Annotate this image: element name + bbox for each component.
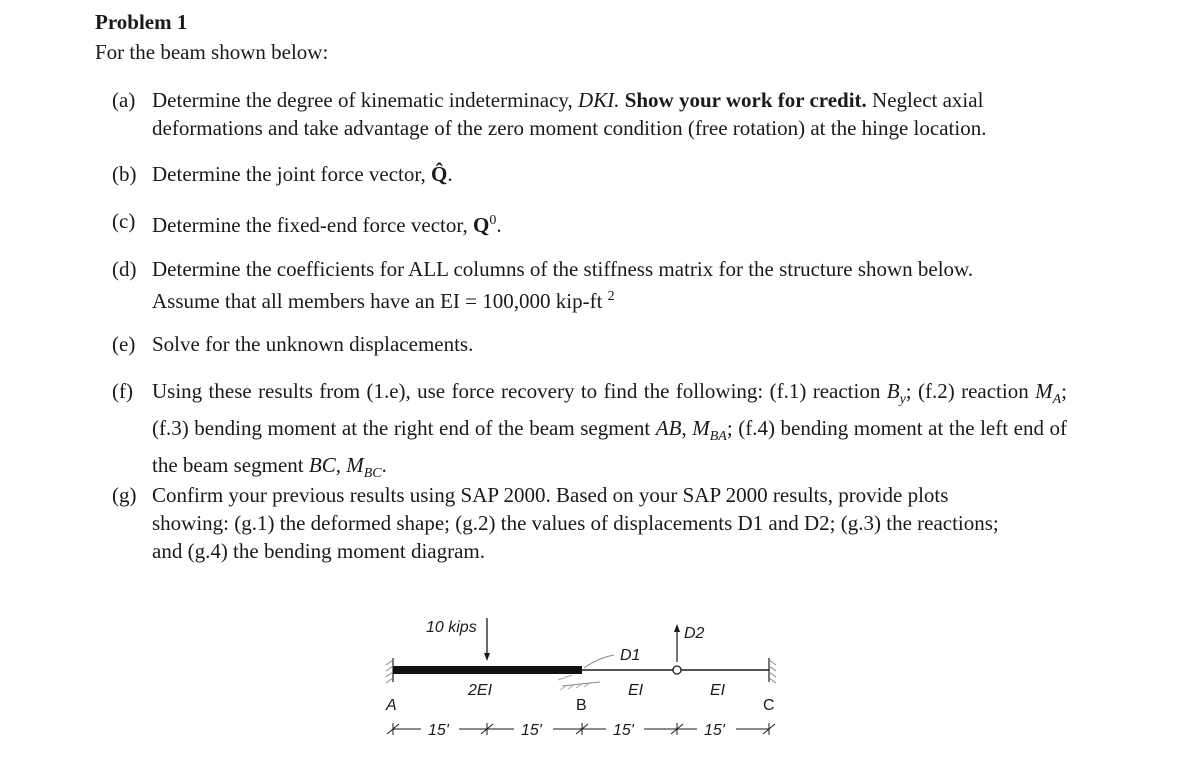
ei-bc-label: EI — [628, 682, 644, 699]
part-b-label: (b) — [112, 162, 137, 186]
part-f-t4: , — [681, 416, 687, 441]
part-d-label: (d) — [112, 257, 137, 281]
part-f-label: (f) — [112, 379, 133, 403]
span-label-1: 15' — [428, 722, 449, 739]
part-a-dki: DKI. — [578, 88, 620, 112]
part-d-line2: Assume that all members have an EI = 100,000 kip-ft — [152, 289, 603, 313]
part-c-symbol: Q — [473, 213, 490, 237]
ei-cd-label: EI — [710, 682, 726, 699]
part-c-label: (c) — [112, 209, 136, 233]
d2-arrow-icon — [674, 624, 680, 662]
part-f-ma: M — [1035, 379, 1053, 403]
part-e-text: Solve for the unknown displacements. — [152, 332, 474, 356]
part-d-line1: Determine the coefficients for ALL columns of the stiffness matrix for the structure shown below. — [152, 257, 974, 281]
part-f-t7: . — [381, 453, 387, 478]
d1-rotation-arc-icon — [584, 655, 614, 668]
part-d-sup: 2 — [607, 289, 615, 304]
span-label-4: 15' — [704, 722, 725, 739]
part-c-sup: 0 — [489, 213, 497, 228]
part-g-line3: and (g.4) the bending moment diagram. — [152, 539, 485, 563]
part-b-symbol: Q̂ — [431, 162, 448, 186]
part-a-label: (a) — [112, 88, 136, 112]
d1-label: D1 — [620, 647, 641, 664]
part-b-text: Determine the joint force vector, — [152, 162, 426, 186]
part-f-t1: Using these results from (1.e), use force recovery to find the following: (f.1) reaction — [152, 379, 881, 403]
part-f-t6: , — [335, 453, 341, 478]
part-c-text: Determine the fixed-end force vector, — [152, 213, 468, 237]
node-c-label: C — [763, 697, 775, 714]
part-f-t5: ; (f.4) bending moment at the left end of the beam segment — [152, 416, 1067, 478]
part-g-label: (g) — [112, 483, 137, 507]
load-label: 10 kips — [426, 619, 477, 636]
part-f-mba: M — [692, 416, 710, 441]
part-a-line2: deformations and take advantage of the zero moment condition (free rotation) at the hinge location. — [152, 116, 987, 140]
part-a-text1: Determine the degree of kinematic indeterminacy, — [152, 88, 573, 112]
span-label-3: 15' — [613, 722, 634, 739]
part-f-bc: BC — [308, 453, 336, 478]
problem-title: Problem 1 — [95, 10, 188, 34]
part-e-label: (e) — [112, 332, 136, 356]
span-label-2: 15' — [521, 722, 542, 739]
roller-support-b — [558, 675, 600, 690]
fixed-support-a — [386, 658, 393, 683]
part-f-mba-sub: BA — [709, 429, 727, 445]
node-a-label: A — [386, 697, 397, 714]
part-c-end: . — [496, 213, 502, 237]
part-b-end: . — [447, 162, 453, 186]
fixed-support-c — [769, 658, 776, 683]
part-g-line2: showing: (g.1) the deformed shape; (g.2) the values of displacements D1 and D2; (g.3) the reactions; — [152, 511, 999, 535]
part-f-by: B — [886, 379, 900, 403]
part-f-mbc: M — [346, 453, 364, 478]
part-a-text2: Neglect axial — [872, 88, 984, 112]
ei-ab-label: 2EI — [468, 682, 493, 699]
part-f-ma-sub: A — [1052, 392, 1062, 408]
d2-label: D2 — [684, 625, 705, 642]
part-g-line1: Confirm your previous results using SAP 2000. Based on your SAP 2000 results, provide plots — [152, 483, 949, 507]
load-arrow-icon — [484, 618, 490, 661]
part-f-t3: ; (f.3) bending moment at the right end of the beam segment — [152, 379, 1067, 441]
part-f-ab: AB — [655, 416, 682, 441]
node-b-label: B — [576, 697, 587, 714]
part-f-t2: ; (f.2) reaction — [905, 379, 1029, 403]
problem-intro: For the beam shown below: — [95, 40, 329, 64]
part-a-bold: Show your work for credit. — [624, 88, 867, 112]
part-f-by-sub: y — [899, 392, 906, 408]
part-f-mbc-sub: BC — [363, 466, 382, 482]
hinge-icon — [673, 666, 681, 674]
